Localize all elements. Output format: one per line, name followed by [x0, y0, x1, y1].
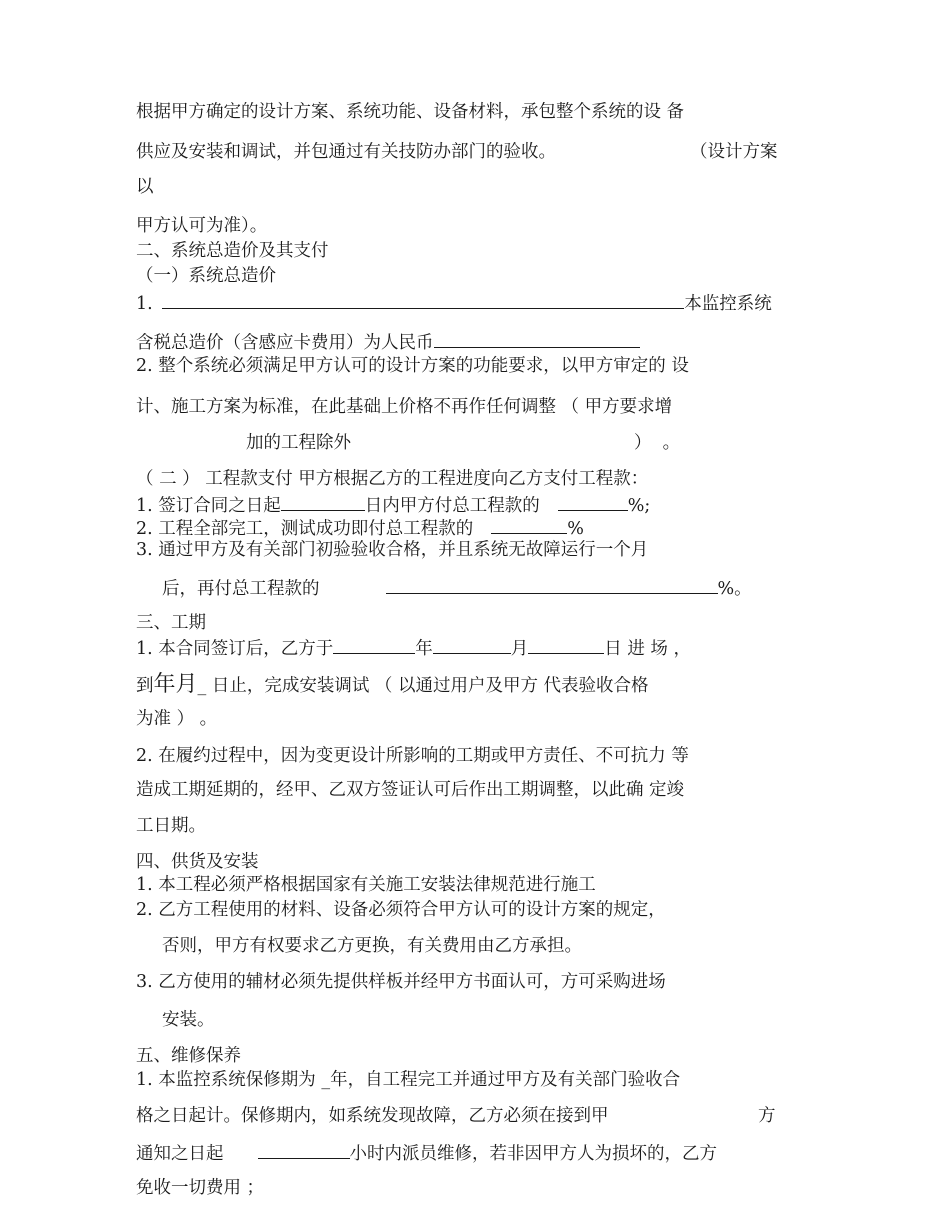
text: %: [567, 519, 584, 539]
text: （设计方案: [690, 142, 778, 162]
blank-field: [433, 635, 511, 654]
text: 1. 签订合同之日起: [136, 496, 281, 516]
para-line: [136, 140, 778, 164]
text: 本监控系统: [684, 294, 772, 314]
text: 加的工程除外: [246, 433, 351, 453]
section-heading: 三、工期: [136, 613, 206, 633]
clause-line: 计、施工方案为标准，在此基础上价格不再作任何调整 （ 甲方要求增: [136, 397, 673, 417]
blank-field: [491, 515, 567, 534]
text: 安装。: [162, 1010, 215, 1030]
text: 方: [758, 1106, 776, 1126]
blank-field: [281, 492, 365, 511]
text: 含税总造价（含感应卡费用）为人民币: [136, 333, 434, 353]
text: _ 日止，完成安装调试 （ 以通过用户及甲方 代表验收合格: [197, 676, 649, 696]
clause-line: 工日期。: [136, 816, 206, 836]
section-heading: 二、系统总造价及其支付: [136, 241, 329, 261]
text: 1. 本合同签订后，乙方于: [136, 639, 334, 659]
clause-line: 2. 整个系统必须满足甲方认可的设计方案的功能要求，以甲方审定的 设: [136, 356, 689, 376]
text: %。: [717, 579, 752, 599]
clause-line: 1. 本工程必须严格根据国家有关施工安装法律规范进行施工: [136, 875, 596, 895]
blank-field: [558, 492, 628, 511]
clause-line: [136, 329, 640, 355]
text: 年: [415, 639, 433, 659]
subsection-heading: （ 二 ） 工程款支付 甲方根据乙方的工程进度向乙方支付工程款：: [136, 469, 649, 489]
blank-field: [528, 635, 604, 654]
para-line: 根据甲方确定的设计方案、系统功能、设备材料，承包整个系统的设 备: [136, 102, 685, 122]
clause-line: [136, 1008, 215, 1032]
clause-line: [136, 290, 772, 316]
text: 小时内派员维修，若非因甲方人为损坏的，乙方: [349, 1144, 717, 1164]
text: 格之日起计。保修期内，如系统发现故障，乙方必须在接到甲: [136, 1106, 609, 1126]
clause-line: [136, 673, 649, 698]
subsection-heading: （一）系统总造价: [136, 266, 276, 286]
text: %;: [627, 496, 651, 516]
text: ） 。: [634, 433, 681, 453]
blank-field: [434, 329, 640, 348]
clause-line: 2. 在履约过程中，因为变更设计所影响的工期或甲方责任、不可抗力 等: [136, 746, 689, 766]
clause-number: 1.: [136, 294, 153, 314]
clause-line: 免收一切费用 ；: [136, 1178, 265, 1198]
para-line: 以: [136, 177, 154, 197]
text: 月: [510, 639, 529, 659]
section-heading: 四、供货及安装: [136, 852, 259, 872]
clause-line: 为准 ） 。: [136, 709, 218, 729]
clause-line: [136, 1140, 717, 1166]
blank-field: [258, 1140, 350, 1159]
clause-line: 2. 乙方工程使用的材料、设备必须符合甲方认可的设计方案的规定，: [136, 900, 666, 920]
text: 2. 工程全部完工，测试成功即付总工程款的: [136, 519, 474, 539]
section-heading: 五、维修保养: [136, 1046, 241, 1066]
text: 日 进 场 ，: [604, 639, 691, 659]
text: 供应及安装和调试，并包通过有关技防办部门的验收。: [136, 142, 556, 162]
blank-field: [162, 290, 684, 309]
text: 年月: [153, 672, 198, 697]
clause-line: 1. 本监控系统保修期为 _年，自工程完工并通过甲方及有关部门验收合: [136, 1070, 681, 1090]
clause-line: 造成工期延期的，经甲、乙双方签证认可后作出工期调整，以此确 定竣: [136, 780, 685, 800]
text: 通知之日起: [136, 1144, 224, 1164]
clause-line: [136, 575, 752, 601]
clause-line: [136, 934, 582, 958]
clause-line: [136, 635, 691, 661]
text: 否则，甲方有权要求乙方更换，有关费用由乙方承担。: [162, 936, 582, 956]
blank-field: [333, 635, 415, 654]
clause-line: 3. 通过甲方及有关部门初验验收合格，并且系统无故障运行一个月: [136, 540, 649, 560]
clause-line: [136, 1104, 776, 1128]
para-line: 甲方认可为准）。: [136, 216, 268, 236]
text: 日内甲方付总工程款的: [364, 496, 540, 516]
blank-field: [386, 575, 718, 594]
clause-line: 3. 乙方使用的辅材必须先提供样板并经甲方书面认可，方可采购进场: [136, 972, 666, 992]
text: 后，再付总工程款的: [162, 579, 320, 599]
text: 到: [136, 676, 154, 696]
